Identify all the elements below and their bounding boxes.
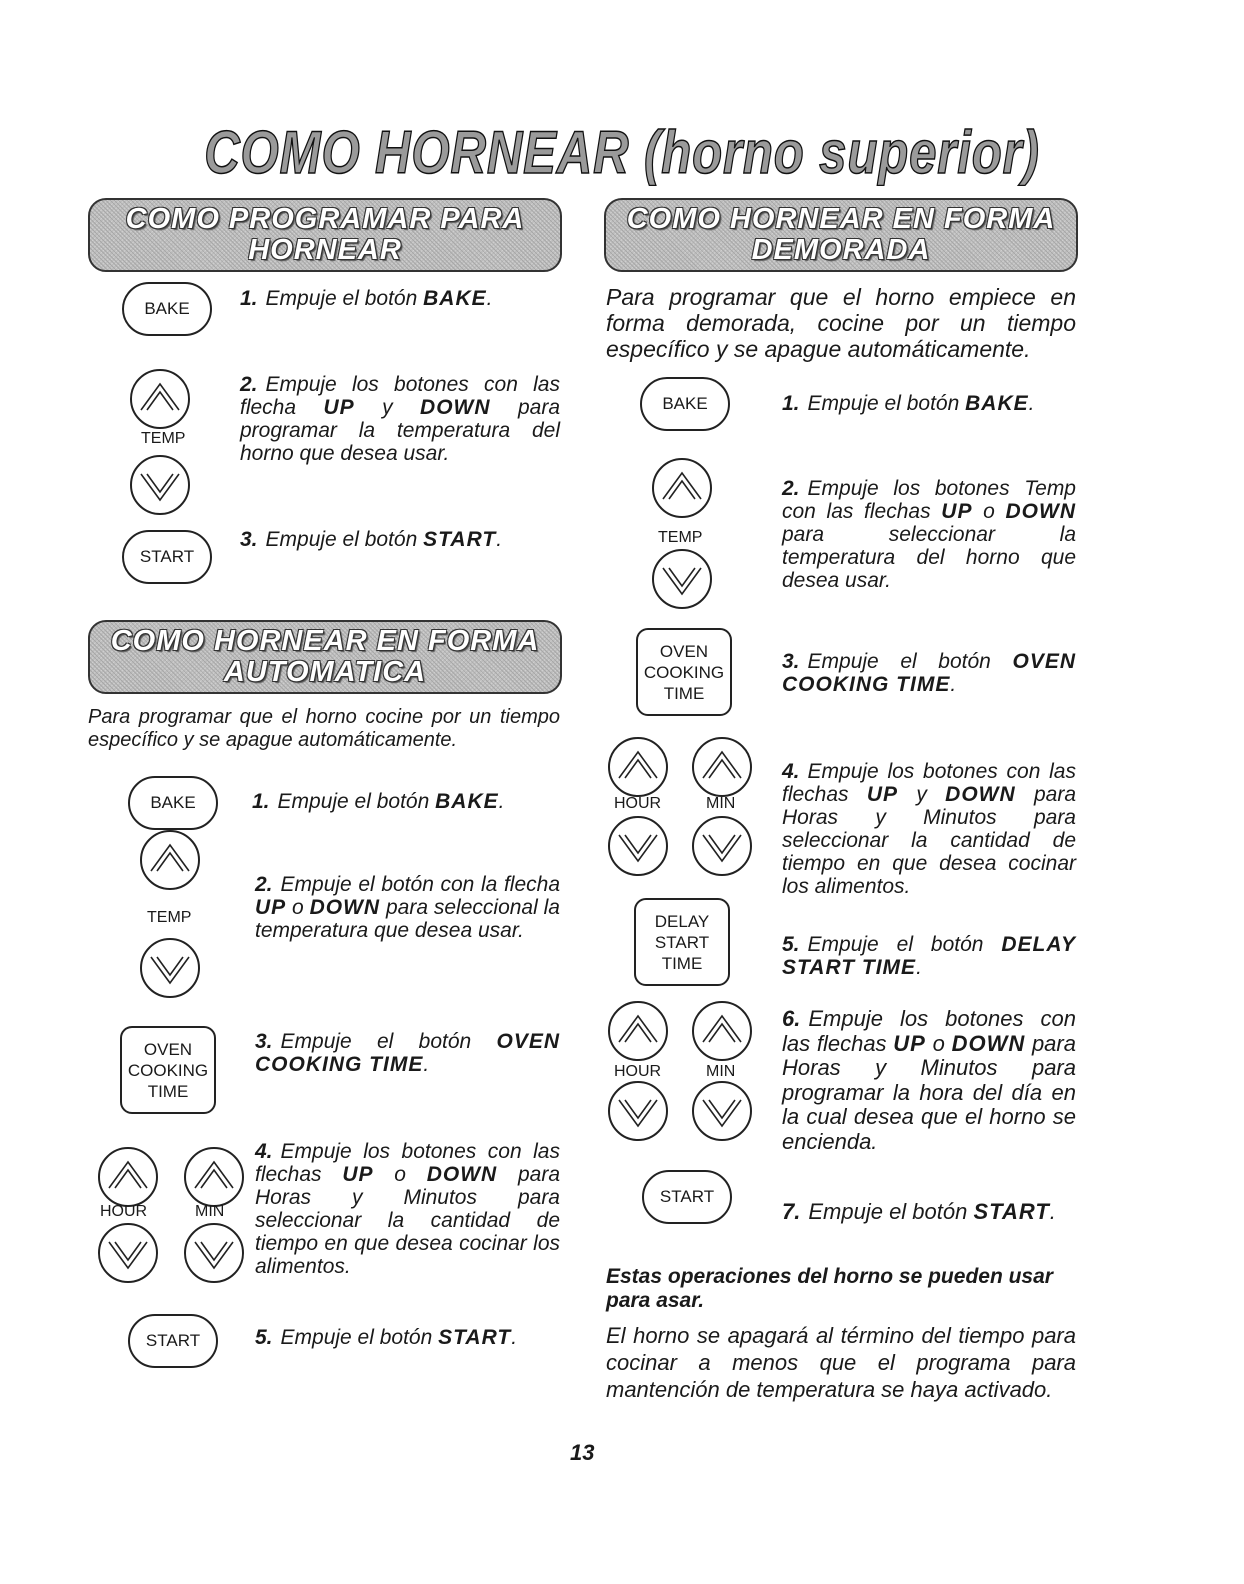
step-text: Empuje el botón (807, 650, 1013, 673)
down-arrow-icon (607, 815, 669, 877)
step-text: o (972, 500, 1006, 523)
step-text: . (1049, 1199, 1056, 1224)
step (782, 392, 1076, 415)
min-label: MIN (195, 1203, 225, 1220)
step-text: Empuje el botón (280, 1326, 439, 1349)
temp-label: TEMP (147, 909, 192, 926)
bake-button (128, 776, 218, 830)
step-keyword: DOWN (951, 1030, 1026, 1056)
step-number: 2. (782, 477, 800, 500)
step (240, 528, 560, 551)
hour-label: HOUR (614, 1063, 662, 1080)
step-keyword: UP (342, 1163, 374, 1186)
step-number: 3. (255, 1030, 273, 1053)
note-heading: Estas operaciones del horno se pueden usar para asar. (606, 1265, 1053, 1312)
step (255, 873, 560, 942)
step-text: para Horas y Minutos para seleccionar la cantidad de tiempo en que desea cocinar los alimentos. (255, 1163, 560, 1278)
oven-label: OVEN (659, 641, 709, 661)
step-text: . (1028, 392, 1035, 415)
step-text: o (925, 1030, 952, 1056)
section-header-programar: COMO PROGRAMAR PARA HORNEAR (88, 198, 562, 272)
step-text: . (486, 287, 493, 310)
step-text: . (511, 1326, 518, 1349)
step-text: Empuje los botones con las flechas (782, 1006, 1076, 1056)
min-label: MIN (706, 1063, 736, 1080)
bake-label: BAKE (662, 394, 708, 413)
step-text: Empuje los botones con las flecha (240, 373, 560, 419)
step-number: 5. (782, 933, 800, 956)
up-arrow-icon (129, 368, 191, 430)
step (782, 1007, 1076, 1154)
step-number: 4. (255, 1140, 273, 1163)
step (240, 287, 560, 310)
down-arrow-icon (691, 1080, 753, 1142)
down-arrow-icon (691, 815, 753, 877)
page-title: COMO HORNEAR (horno superior) (204, 119, 1040, 186)
step-keyword: START (973, 1199, 1050, 1224)
section-header-automatica: COMO HORNEAR EN FORMA AUTOMATICA (88, 620, 562, 694)
step-text: Empuje los botones con las flechas (782, 760, 1076, 806)
step-keyword: UP (893, 1030, 926, 1056)
bake-label: BAKE (144, 299, 190, 318)
step-keyword: UP (941, 500, 973, 523)
hour-label: HOUR (614, 795, 662, 812)
step-text: para Horas y Minutos para seleccionar la cantidad de tiempo en que desea cocinar los alimentos. (782, 783, 1077, 898)
step-number: 2. (255, 873, 273, 896)
up-arrow-icon (691, 1000, 753, 1062)
up-arrow-icon (691, 736, 753, 798)
step (240, 373, 560, 465)
step-number: 6. (782, 1006, 801, 1031)
step-text: o (286, 896, 310, 919)
step-text: Empuje el botón (265, 287, 424, 310)
step (782, 1200, 1076, 1223)
section-header-demorada: COMO HORNEAR EN FORMA DEMORADA (604, 198, 1078, 272)
delay-label: START (654, 932, 710, 952)
bake-button (640, 377, 730, 431)
up-arrow-icon (607, 736, 669, 798)
start-button (642, 1170, 732, 1224)
step-text: y (354, 396, 421, 419)
step-keyword: DOWN (420, 396, 491, 419)
step (255, 1030, 560, 1076)
oven-cooking-time-button (636, 628, 732, 716)
step-keyword: BAKE (965, 392, 1029, 415)
down-arrow-icon (183, 1222, 245, 1284)
oven-label: OVEN (143, 1039, 193, 1059)
step-number: 2. (240, 373, 258, 396)
step-number: 4. (782, 760, 800, 783)
step-keyword: OVEN COOKING TIME (782, 650, 1076, 696)
step-text: Empuje los botones con las flechas (255, 1140, 560, 1186)
step (255, 1140, 560, 1278)
step-text: para programar la temperatura del horno que desea usar. (240, 396, 561, 465)
step (252, 790, 560, 813)
step-keyword: UP (323, 396, 355, 419)
step-keyword: DOWN (309, 896, 381, 919)
step-keyword: UP (866, 783, 899, 806)
start-button (128, 1314, 218, 1368)
down-arrow-icon (97, 1222, 159, 1284)
step-text: para seleccional la temperatura que desea usar. (255, 896, 560, 942)
step-text: . (496, 528, 503, 551)
step-text: o (373, 1163, 427, 1186)
down-arrow-icon (139, 937, 201, 999)
step-text: Empuje el botón (280, 1030, 497, 1053)
step-text: . (423, 1053, 430, 1076)
down-arrow-icon (607, 1080, 669, 1142)
step (782, 650, 1076, 696)
step-text: y (898, 783, 946, 806)
step-text: Empuje el botón (807, 933, 1002, 956)
step (782, 760, 1076, 898)
step-number: 1. (252, 790, 270, 813)
delay-start-time-button (634, 898, 730, 986)
oven-label: TIME (663, 683, 705, 703)
start-label: START (145, 1331, 201, 1350)
step-text: Empuje el botón con la flecha (280, 873, 560, 896)
step (255, 1326, 560, 1349)
step-number: 3. (782, 650, 800, 673)
down-arrow-icon (651, 548, 713, 610)
min-label: MIN (706, 795, 736, 812)
page-number: 13 (570, 1440, 595, 1465)
step-text: para seleccionar la temperatura del horno que desea usar. (782, 523, 1076, 592)
note-text: El horno se apagará al término del tiempo para cocinar a menos que el programa para mantención de temperatura se haya activado. (606, 1323, 1076, 1402)
step-text: . (950, 673, 957, 696)
step-text: . (498, 790, 505, 813)
step (782, 933, 1076, 979)
step-keyword: OVEN COOKING TIME (255, 1030, 560, 1076)
step-keyword: START (423, 528, 497, 551)
up-arrow-icon (97, 1146, 159, 1208)
step-number: 3. (240, 528, 258, 551)
step-text: Empuje el botón (807, 392, 966, 415)
intro-text: Para programar que el horno empiece en forma demorada, cocine por un tiempo específico y se apague automáticamente. (606, 284, 1076, 362)
step-keyword: DOWN (945, 783, 1016, 806)
bake-button (122, 282, 212, 336)
step-text: Empuje el botón (277, 790, 436, 813)
step-keyword: BAKE (435, 790, 499, 813)
step-keyword: DELAY START TIME (782, 933, 1076, 979)
up-arrow-icon (607, 1000, 669, 1062)
up-arrow-icon (139, 829, 201, 891)
step-keyword: DOWN (1005, 500, 1076, 523)
step-keyword: BAKE (423, 287, 487, 310)
up-arrow-icon (651, 457, 713, 519)
step-number: 7. (782, 1199, 801, 1224)
delay-label: TIME (661, 953, 703, 973)
start-label: START (139, 547, 195, 566)
bake-label: BAKE (150, 793, 196, 812)
step-number: 1. (782, 392, 800, 415)
step-keyword: UP (255, 896, 287, 919)
step (782, 477, 1076, 592)
step-text: para Horas y Minutos para programar la hora del día en la cual desea que el horno se encienda. (782, 1030, 1076, 1154)
intro-text: Para programar que el horno cocine por un tiempo específico y se apague automáticamente. (88, 706, 560, 751)
up-arrow-icon (183, 1146, 245, 1208)
start-label: START (659, 1187, 715, 1206)
step-keyword: START (438, 1326, 512, 1349)
step-number: 5. (255, 1326, 273, 1349)
oven-label: COOKING (643, 662, 725, 682)
step-keyword: DOWN (426, 1163, 498, 1186)
hour-label: HOUR (100, 1203, 148, 1220)
step-text: Empuje los botones Temp con las flechas (782, 477, 1076, 523)
step-text: Empuje el botón (808, 1199, 974, 1224)
oven-cooking-time-button (120, 1026, 216, 1114)
temp-label: TEMP (658, 529, 703, 546)
start-button (122, 530, 212, 584)
step-text: Empuje el botón (265, 528, 424, 551)
temp-label: TEMP (141, 430, 186, 447)
step-number: 1. (240, 287, 258, 310)
oven-label: COOKING (127, 1060, 209, 1080)
down-arrow-icon (129, 454, 191, 516)
oven-label: TIME (147, 1081, 189, 1101)
step-text: . (916, 956, 922, 979)
delay-label: DELAY (654, 911, 710, 931)
